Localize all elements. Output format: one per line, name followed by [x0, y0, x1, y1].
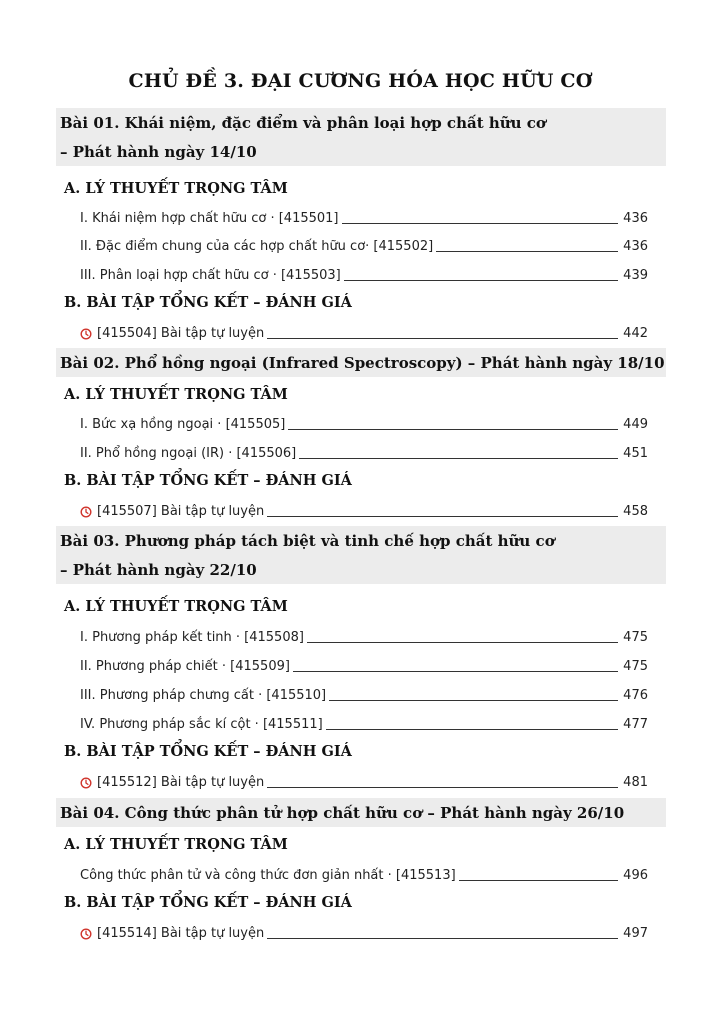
lesson-2-header[interactable]	[56, 348, 666, 377]
section-heading: B. BÀI TẬP TỔNG KẾT – ĐÁNH GIÁ	[64, 743, 352, 760]
clock-icon	[80, 506, 92, 518]
toc-entry[interactable]	[80, 864, 648, 884]
page-number: 436	[623, 239, 648, 254]
toc-entry[interactable]	[80, 713, 648, 733]
page-number: 497	[623, 926, 648, 941]
page-number: 436	[623, 211, 648, 226]
clock-icon	[80, 777, 92, 789]
section-heading: B. BÀI TẬP TỔNG KẾT – ĐÁNH GIÁ	[64, 294, 352, 311]
toc-entry-label: [415504] Bài tập tự luyện	[97, 326, 265, 341]
page-number: 475	[623, 630, 648, 645]
toc-entry[interactable]	[80, 264, 648, 284]
toc-entry-text: I. Bức xạ hồng ngoại · [415505]	[80, 417, 286, 432]
leader-line	[267, 786, 618, 788]
toc-entry-text: II. Phương pháp chiết · [415509]	[80, 659, 290, 674]
page-number: 477	[623, 717, 648, 732]
section-heading: B. BÀI TẬP TỔNG KẾT – ĐÁNH GIÁ	[64, 472, 352, 489]
toc-entry-text: Công thức phân tử và công thức đơn giản nhất · [415513]	[80, 868, 456, 883]
leader-line	[344, 279, 618, 281]
section-heading: A. LÝ THUYẾT TRỌNG TÂM	[64, 598, 288, 615]
page-number: 451	[623, 446, 648, 461]
page-title: CHỦ ĐỀ 3. ĐẠI CƯƠNG HÓA HỌC HỮU CƠ	[128, 70, 593, 92]
page-number: 496	[623, 868, 648, 883]
toc-entry[interactable]	[80, 235, 648, 255]
lesson-4-title: Bài 04. Công thức phân tử hợp chất hữu cơ – Phát hành ngày 26/10	[60, 804, 625, 822]
toc-entry[interactable]	[80, 771, 648, 791]
lesson-1-header[interactable]	[56, 108, 666, 166]
toc-entry[interactable]	[80, 207, 648, 227]
toc-entry[interactable]	[80, 655, 648, 675]
toc-entry-text: IV. Phương pháp sắc kí cột · [415511]	[80, 717, 323, 732]
toc-entry[interactable]	[80, 626, 648, 646]
page-number: 481	[623, 775, 648, 790]
leader-line	[307, 641, 618, 643]
toc-entry[interactable]	[80, 922, 648, 942]
section-heading: A. LÝ THUYẾT TRỌNG TÂM	[64, 180, 288, 197]
lesson-1-title: Bài 01. Khái niệm, đặc điểm và phân loại hợp chất hữu cơ	[60, 114, 546, 132]
leader-line	[299, 457, 618, 459]
leader-line	[267, 337, 618, 339]
leader-line	[436, 250, 618, 252]
lesson-1-release: – Phát hành ngày 14/10	[60, 143, 257, 161]
leader-line	[288, 428, 618, 430]
toc-entry[interactable]	[80, 684, 648, 704]
toc-entry-text: II. Đặc điểm chung của các hợp chất hữu cơ· [415502]	[80, 239, 434, 254]
toc-entry-text	[80, 775, 264, 791]
toc-entry-label: [415514] Bài tập tự luyện	[97, 926, 265, 941]
leader-line	[329, 699, 618, 701]
toc-entry[interactable]	[80, 500, 648, 520]
leader-line	[459, 879, 618, 881]
leader-line	[267, 515, 618, 517]
lesson-4-header[interactable]	[56, 798, 666, 827]
lesson-2-title: Bài 02. Phổ hồng ngoại (Infrared Spectroscopy) – Phát hành ngày 18/10	[60, 354, 665, 372]
toc-entry-text	[80, 504, 264, 520]
toc-entry-text	[80, 926, 264, 942]
toc-entry-text: I. Khái niệm hợp chất hữu cơ · [415501]	[80, 211, 339, 226]
leader-line	[326, 728, 618, 730]
lesson-3-title: Bài 03. Phương pháp tách biệt và tinh chế hợp chất hữu cơ	[60, 532, 555, 550]
page-number: 475	[623, 659, 648, 674]
clock-icon	[80, 928, 92, 940]
toc-entry-text: III. Phương pháp chưng cất · [415510]	[80, 688, 327, 703]
leader-line	[267, 937, 618, 939]
toc-entry[interactable]	[80, 413, 648, 433]
page-number: 458	[623, 504, 648, 519]
toc-entry-label: [415512] Bài tập tự luyện	[97, 775, 265, 790]
section-heading: B. BÀI TẬP TỔNG KẾT – ĐÁNH GIÁ	[64, 894, 352, 911]
lesson-3-release: – Phát hành ngày 22/10	[60, 561, 257, 579]
lesson-3-header[interactable]	[56, 526, 666, 584]
section-heading: A. LÝ THUYẾT TRỌNG TÂM	[64, 386, 288, 403]
toc-entry-text	[80, 326, 264, 342]
toc-entry-text: III. Phân loại hợp chất hữu cơ · [415503]	[80, 268, 341, 283]
section-heading: A. LÝ THUYẾT TRỌNG TÂM	[64, 836, 288, 853]
page-number: 442	[623, 326, 648, 341]
toc-entry-label: [415507] Bài tập tự luyện	[97, 504, 265, 519]
leader-line	[293, 670, 618, 672]
leader-line	[342, 222, 619, 224]
page-number: 476	[623, 688, 648, 703]
toc-entry-text: II. Phổ hồng ngoại (IR) · [415506]	[80, 446, 297, 461]
toc-entry[interactable]	[80, 442, 648, 462]
clock-icon	[80, 328, 92, 340]
toc-entry-text: I. Phương pháp kết tinh · [415508]	[80, 630, 304, 645]
page-number: 439	[623, 268, 648, 283]
toc-entry[interactable]	[80, 322, 648, 342]
page-number: 449	[623, 417, 648, 432]
